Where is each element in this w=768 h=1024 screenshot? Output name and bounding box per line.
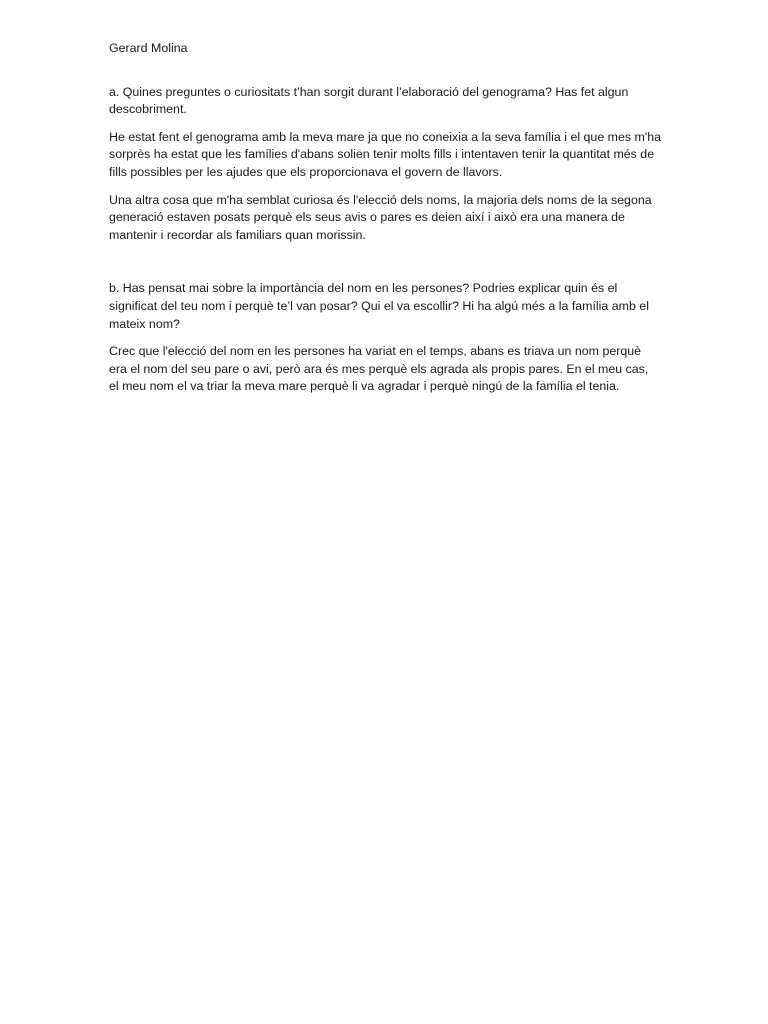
answer-b-paragraph-1: Crec que l'elecció del nom en les persones ha variat en el temps, abans es triava un nom perquè era el nom del seu pare o avi, però ara és mes perquè els agrada als propis pares. En el meu cas, el meu nom el va triar la meva mare perquè li va agradar i perquè ningú de la família el tenia. — [109, 344, 649, 394]
question-a: a. Quines preguntes o curiositats t’han sorgit durant l’elaboració del genograma? Has fet algun descobriment. — [109, 84, 629, 117]
question-b: b. Has pensat mai sobre la importància del nom en les persones? Podries explicar quin és el significat del teu nom i perquè te’l van posar? Qui el va escollir? Hi ha algú més a la família amb el mateix nom? — [109, 281, 649, 331]
answer-a-paragraph-1: He estat fent el genograma amb la meva mare ja que no coneixia a la seva família i el que mes m'ha sorprès ha estat que les famílies d'abans solien tenir molts fills i intentaven tenir la quantitat més de fills possibles per les ajudes que els proporcionava el govern de llavors. — [109, 129, 661, 179]
document-page — [109, 40, 661, 406]
section-spacer — [109, 254, 661, 280]
answer-a-paragraph-2: Una altra cosa que m'ha semblat curiosa és l'elecció dels noms, la majoria dels noms de la segona generació estaven posats perquè els seus avis o pares es deien així i això era una manera de mantenir i recordar als familiars quan morissin. — [109, 192, 652, 242]
author-name: Gerard Molina — [109, 41, 188, 55]
